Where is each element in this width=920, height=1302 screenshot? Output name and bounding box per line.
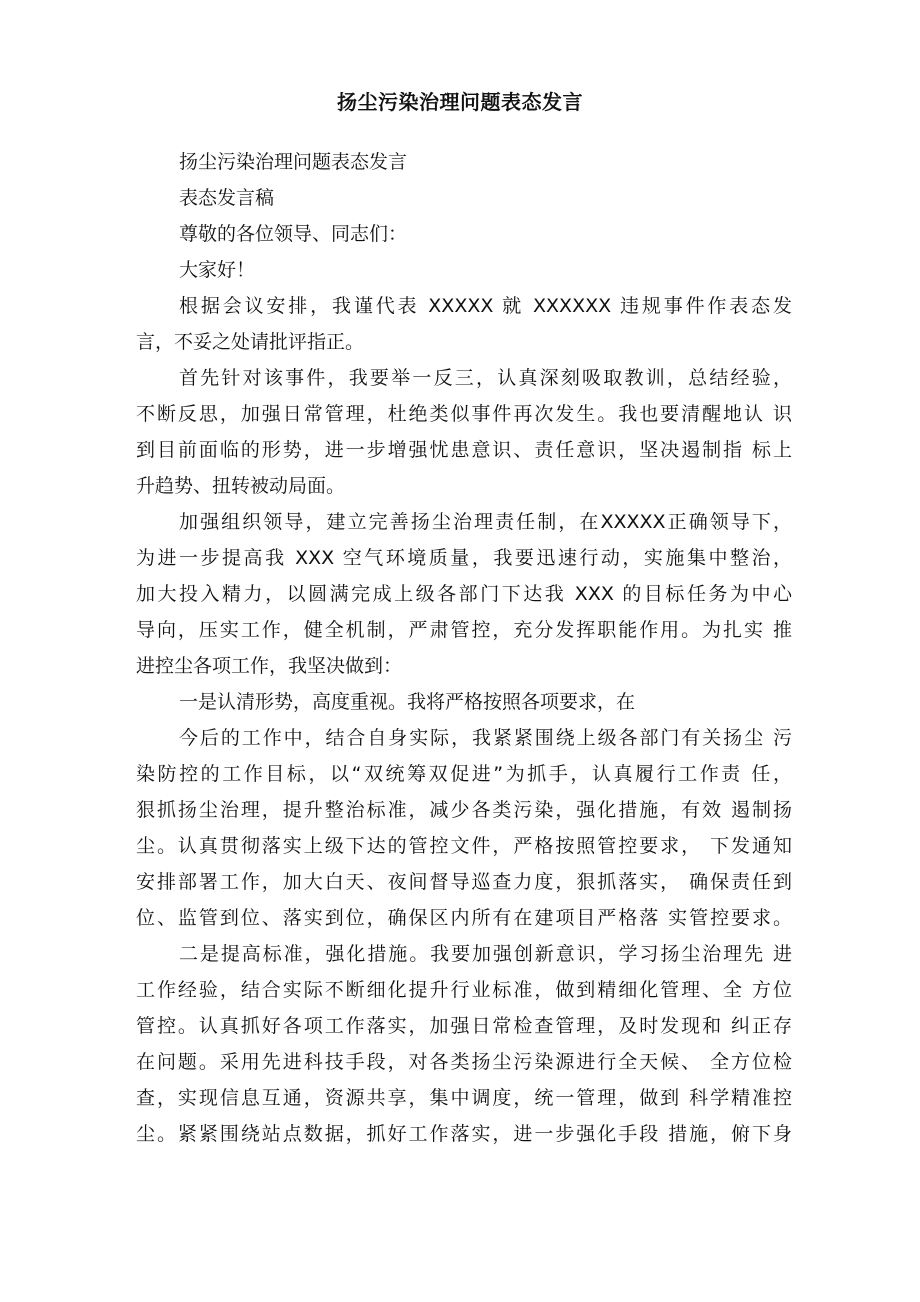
text-line: 首先针对该事件，我要举一反三，认真深刻吸取教训，总结经验， — [179, 367, 792, 389]
text-line: 到目前面临的形势，进一步增强忧患意识、责任意识，坚决遏制指 标上 — [136, 439, 792, 461]
text-line: 升趋势、扭转被动局面。 — [136, 475, 346, 497]
text-line: 导向，压实工作，健全机制，严肃管控，充分发挥职能作用。为扎实 推 — [136, 619, 792, 641]
text-line: 言，不妥之处请批评指正。 — [136, 331, 365, 353]
text-line: 染防控的工作目标，以“双统筹双促进”为抓手，认真履行工作责 任， — [136, 763, 792, 785]
text-line: 加大投入精力，以圆满完成上级各部门下达我 XXX 的目标任务为中心 — [136, 583, 792, 605]
text-line: 加强组织领导，建立完善扬尘治理责任制，在XXXXX正确领导下， — [179, 511, 792, 533]
text-line: 进控尘各项工作，我坚决做到： — [136, 655, 403, 677]
text-line: 安排部署工作，加大白天、夜间督导巡查力度，狠抓落实， 确保责任到 — [136, 871, 792, 893]
text-line: 表态发言稿 — [179, 187, 275, 209]
text-line: 狠抓扬尘治理，提升整治标准，减少各类污染，强化措施，有效 遏制扬 — [136, 799, 792, 821]
text-line: 工作经验，结合实际不断细化提升行业标准，做到精细化管理、全 方位 — [136, 979, 792, 1001]
text-line: 扬尘污染治理问题表态发言 — [179, 151, 408, 173]
text-line: 今后的工作中，结合自身实际，我紧紧围绕上级各部门有关扬尘 污 — [179, 727, 792, 749]
text-line: 大家好！ — [179, 259, 256, 281]
text-line: 查，实现信息互通，资源共享，集中调度，统一管理，做到 科学精准控 — [136, 1087, 792, 1109]
text-line: 尊敬的各位领导、同志们： — [179, 223, 408, 245]
text-line: 位、监管到位、落实到位，确保区内所有在建项目严格落 实管控要求。 — [136, 907, 792, 929]
text-line: 不断反思，加强日常管理，杜绝类似事件再次发生。我也要清醒地认 识 — [136, 403, 792, 425]
text-line: 尘。紧紧围绕站点数据，抓好工作落实，进一步强化手段 措施，俯下身 — [136, 1123, 792, 1145]
text-line: 根据会议安排，我谨代表 XXXXX 就 XXXXXX 违规事件作表态发 — [179, 295, 792, 317]
text-line: 在问题。采用先进科技手段，对各类扬尘污染源进行全天候、 全方位检 — [136, 1051, 792, 1073]
text-line: 尘。认真贯彻落实上级下达的管控文件，严格按照管控要求， 下发通知 — [136, 835, 792, 857]
text-line: 为进一步提高我 XXX 空气环境质量，我要迅速行动，实施集中整治， — [136, 547, 792, 569]
document-title: 扬尘污染治理问题表态发言 — [337, 90, 583, 114]
text-line: 一是认清形势，高度重视。我将严格按照各项要求，在 — [179, 691, 636, 713]
document-body — [136, 144, 792, 1152]
text-line: 管控。认真抓好各项工作落实，加强日常检查管理，及时发现和 纠正存 — [136, 1015, 792, 1037]
text-line: 二是提高标准，强化措施。我要加强创新意识，学习扬尘治理先 进 — [179, 943, 792, 965]
